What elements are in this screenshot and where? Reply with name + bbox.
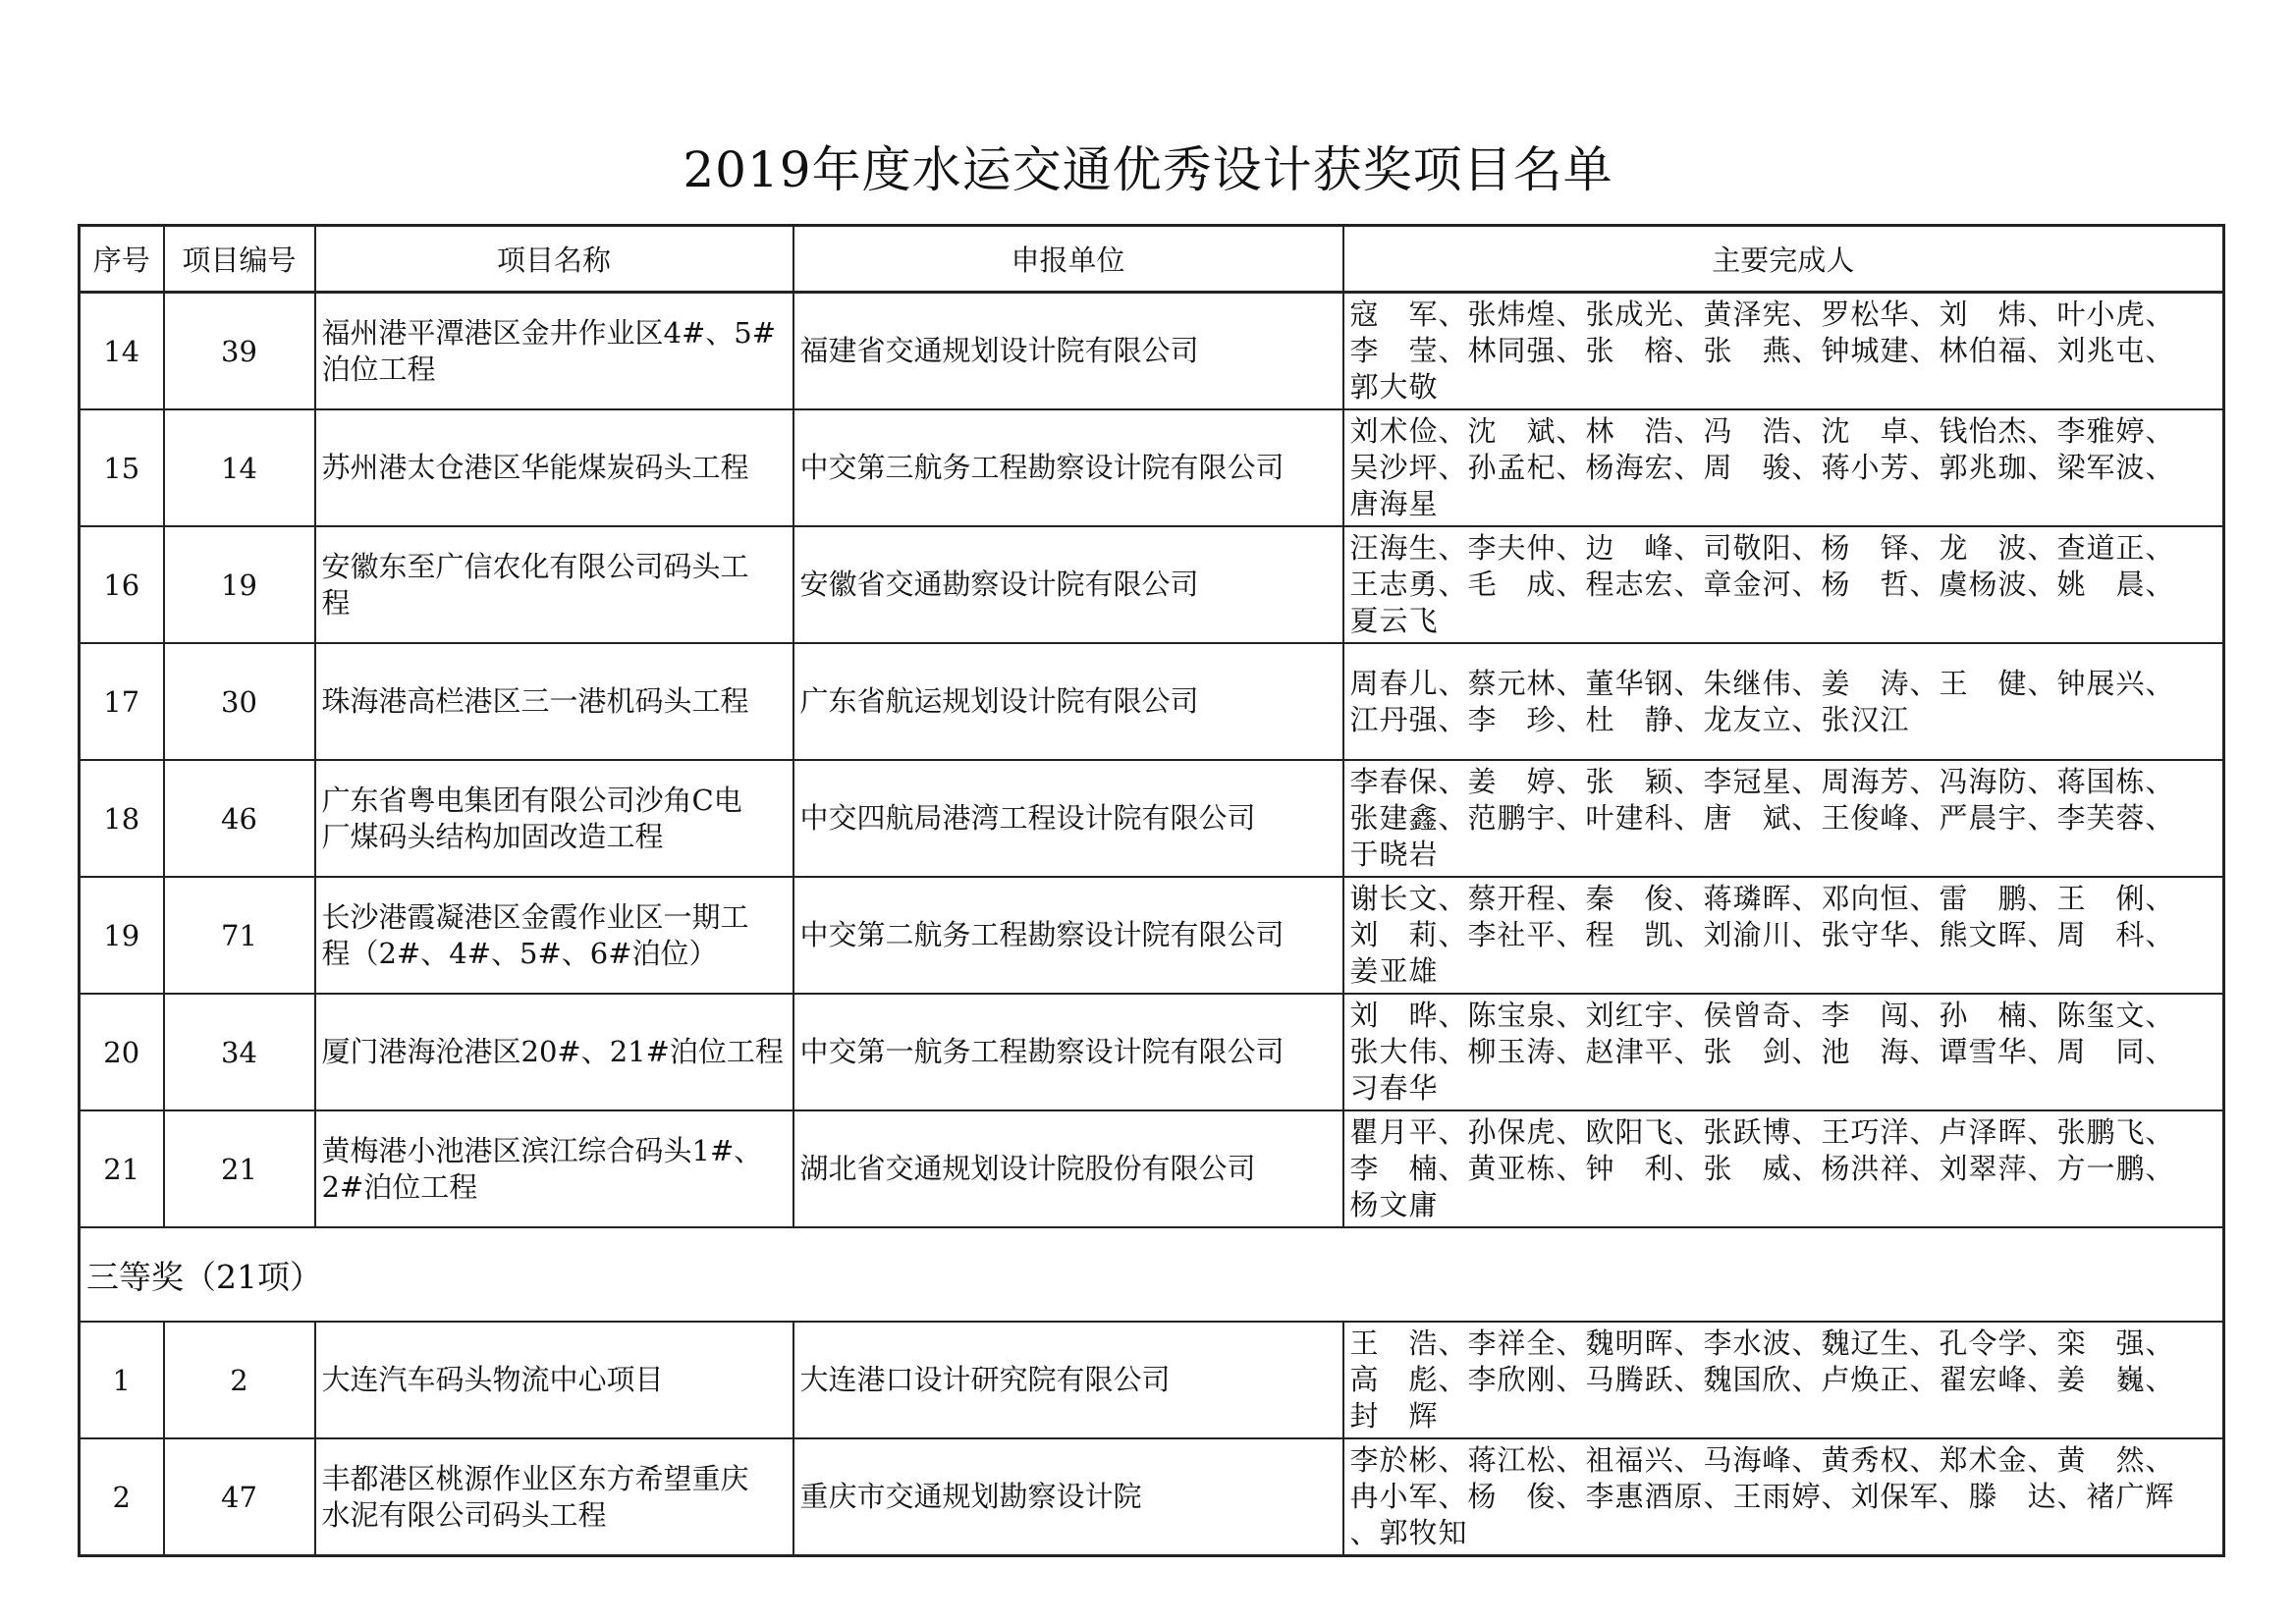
header-seq: 序号 — [80, 226, 164, 293]
table-row — [80, 293, 2224, 410]
cell-code: 46 — [164, 760, 315, 877]
cell-people: 李春保、姜 婷、张 颖、李冠星、周海芳、冯海防、蒋国栋、 张建鑫、范鹏宇、叶建科、唐 斌、王俊峰、严晨宇、李芙蓉、 于晓岩 — [1343, 760, 2224, 877]
cell-people: 李於彬、蒋江松、祖福兴、马海峰、黄秀权、郑术金、黄 然、 冉小军、杨 俊、李惠酒原、王雨婷、刘保军、滕 达、褚广辉 、郭牧知 — [1343, 1438, 2224, 1556]
table-row — [80, 1110, 2224, 1227]
section-label: 三等奖（21项） — [80, 1227, 2224, 1322]
table-row — [80, 760, 2224, 877]
cell-people: 周春儿、蔡元林、董华钢、朱继伟、姜 涛、王 健、钟展兴、 江丹强、李 珍、杜 静、龙友立、张汉江 — [1343, 643, 2224, 760]
table-row — [80, 1322, 2224, 1438]
cell-unit: 中交第三航务工程勘察设计院有限公司 — [793, 409, 1343, 526]
cell-unit: 中交第一航务工程勘察设计院有限公司 — [793, 994, 1343, 1110]
cell-project-name: 丰都港区桃源作业区东方希望重庆 水泥有限公司码头工程 — [315, 1438, 793, 1556]
cell-project-name: 黄梅港小池港区滨江综合码头1#、 2#泊位工程 — [315, 1110, 793, 1227]
cell-unit: 福建省交通规划设计院有限公司 — [793, 293, 1343, 410]
cell-project-name: 珠海港高栏港区三一港机码头工程 — [315, 643, 793, 760]
cell-code: 2 — [164, 1322, 315, 1438]
table-row — [80, 643, 2224, 760]
header-unit: 申报单位 — [793, 226, 1343, 293]
table-row — [80, 409, 2224, 526]
table-header-row — [80, 226, 2224, 293]
cell-code: 19 — [164, 526, 315, 643]
table-row — [80, 877, 2224, 994]
cell-seq: 2 — [80, 1438, 164, 1556]
page-title: 2019年度水运交通优秀设计获奖项目名单 — [683, 141, 1613, 198]
table-row — [80, 1438, 2224, 1556]
cell-people: 汪海生、李夫仲、边 峰、司敬阳、杨 铎、龙 波、查道正、 王志勇、毛 成、程志宏、章金河、杨 哲、虞杨波、姚 晨、 夏云飞 — [1343, 526, 2224, 643]
cell-project-name: 安徽东至广信农化有限公司码头工 程 — [315, 526, 793, 643]
cell-unit: 安徽省交通勘察设计院有限公司 — [793, 526, 1343, 643]
cell-people: 刘术俭、沈 斌、林 浩、冯 浩、沈 卓、钱怡杰、李雅婷、 吴沙坪、孙孟杞、杨海宏、周 骏、蒋小芳、郭兆珈、梁军波、 唐海星 — [1343, 409, 2224, 526]
header-people: 主要完成人 — [1343, 226, 2224, 293]
cell-project-name: 广东省粤电集团有限公司沙角C电 厂煤码头结构加固改造工程 — [315, 760, 793, 877]
table-row — [80, 994, 2224, 1110]
cell-project-name: 福州港平潭港区金井作业区4#、5# 泊位工程 — [315, 293, 793, 410]
cell-people: 王 浩、李祥全、魏明晖、李水波、魏辽生、孔令学、栾 强、 高 彪、李欣刚、马腾跃、魏国欣、卢焕正、翟宏峰、姜 巍、 封 辉 — [1343, 1322, 2224, 1438]
cell-unit: 湖北省交通规划设计院股份有限公司 — [793, 1110, 1343, 1227]
cell-seq: 14 — [80, 293, 164, 410]
award-table — [78, 224, 2225, 1557]
cell-project-name: 大连汽车码头物流中心项目 — [315, 1322, 793, 1438]
cell-code: 21 — [164, 1110, 315, 1227]
cell-code: 39 — [164, 293, 315, 410]
cell-seq: 1 — [80, 1322, 164, 1438]
cell-people: 瞿月平、孙保虎、欧阳飞、张跃博、王巧洋、卢泽晖、张鹏飞、 李 楠、黄亚栋、钟 利、张 威、杨洪祥、刘翠萍、方一鹏、 杨文庸 — [1343, 1110, 2224, 1227]
header-name: 项目名称 — [315, 226, 793, 293]
cell-unit: 重庆市交通规划勘察设计院 — [793, 1438, 1343, 1556]
cell-project-name: 苏州港太仓港区华能煤炭码头工程 — [315, 409, 793, 526]
cell-project-name: 长沙港霞凝港区金霞作业区一期工 程（2#、4#、5#、6#泊位） — [315, 877, 793, 994]
cell-unit: 中交第二航务工程勘察设计院有限公司 — [793, 877, 1343, 994]
cell-seq: 20 — [80, 994, 164, 1110]
cell-seq: 19 — [80, 877, 164, 994]
table-row — [80, 526, 2224, 643]
cell-unit: 大连港口设计研究院有限公司 — [793, 1322, 1343, 1438]
cell-seq: 17 — [80, 643, 164, 760]
cell-code: 30 — [164, 643, 315, 760]
cell-seq: 15 — [80, 409, 164, 526]
cell-code: 47 — [164, 1438, 315, 1556]
cell-seq: 21 — [80, 1110, 164, 1227]
cell-code: 71 — [164, 877, 315, 994]
cell-unit: 中交四航局港湾工程设计院有限公司 — [793, 760, 1343, 877]
header-code: 项目编号 — [164, 226, 315, 293]
cell-code: 34 — [164, 994, 315, 1110]
cell-code: 14 — [164, 409, 315, 526]
cell-people: 刘 晔、陈宝泉、刘红宇、侯曾奇、李 闯、孙 楠、陈玺文、 张大伟、柳玉涛、赵津平、张 剑、池 海、谭雪华、周 同、 习春华 — [1343, 994, 2224, 1110]
cell-seq: 18 — [80, 760, 164, 877]
cell-seq: 16 — [80, 526, 164, 643]
cell-people: 谢长文、蔡开程、秦 俊、蒋璘晖、邓向恒、雷 鹏、王 俐、 刘 莉、李社平、程 凯、刘渝川、张守华、熊文晖、周 科、 姜亚雄 — [1343, 877, 2224, 994]
cell-project-name: 厦门港海沧港区20#、21#泊位工程 — [315, 994, 793, 1110]
section-row-third-prize — [80, 1227, 2224, 1322]
cell-unit: 广东省航运规划设计院有限公司 — [793, 643, 1343, 760]
cell-people: 寇 军、张炜煌、张成光、黄泽宪、罗松华、刘 炜、叶小虎、 李 莹、林同强、张 榕、张 燕、钟城建、林伯福、刘兆屯、 郭大敬 — [1343, 293, 2224, 410]
